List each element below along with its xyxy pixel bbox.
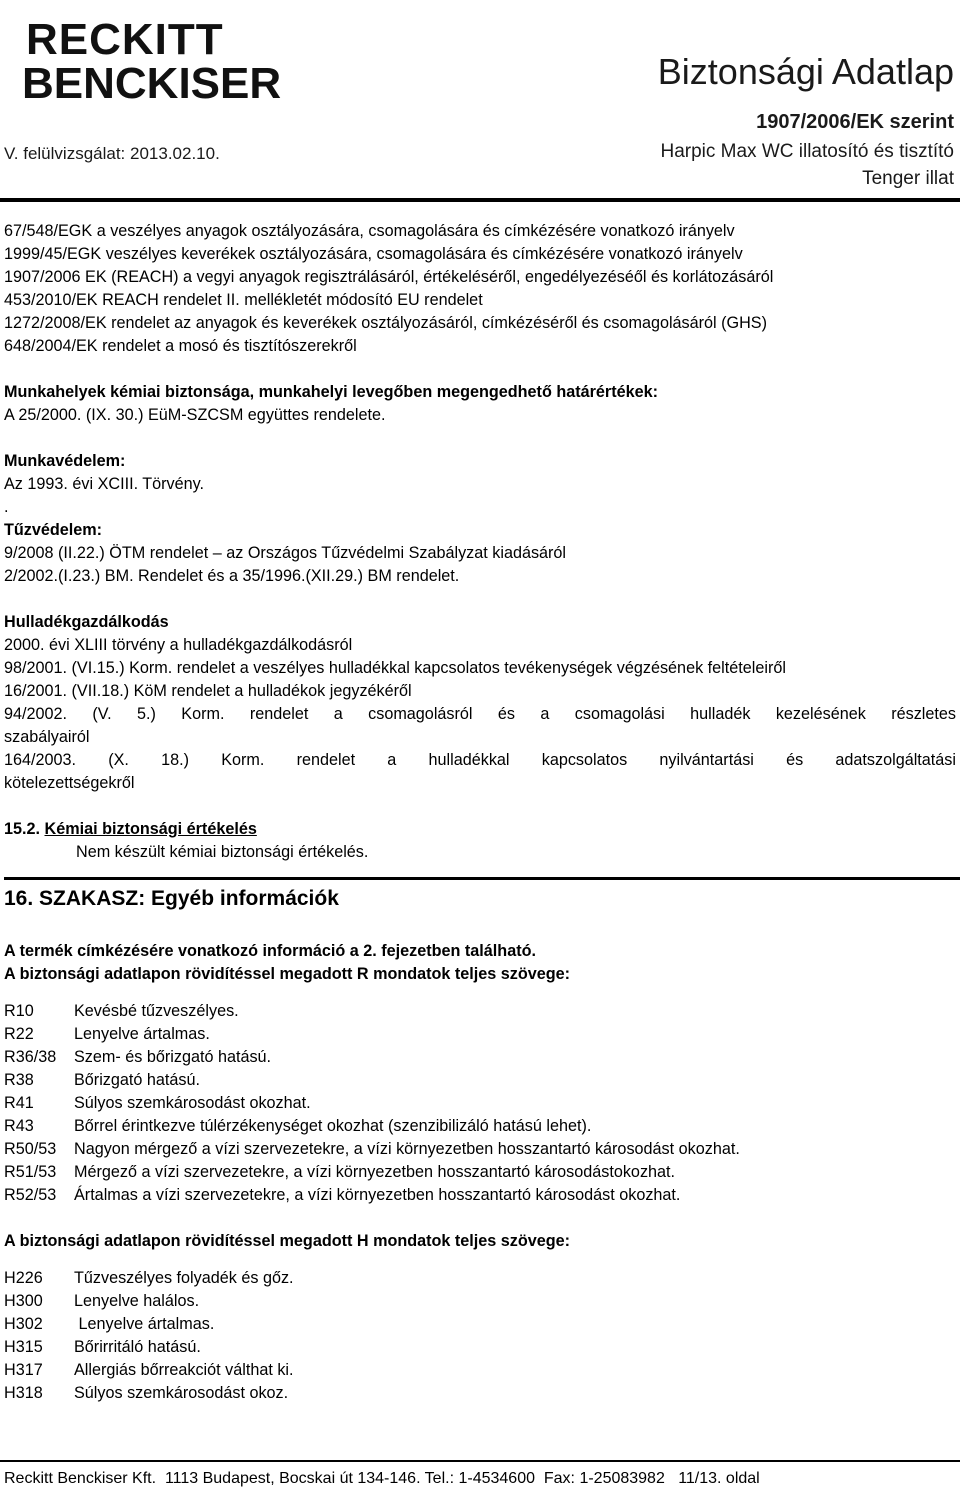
- phrase-code: R43: [4, 1117, 34, 1135]
- r-phrase-row: [4, 1184, 956, 1207]
- phrase-text: Bőrizgató hatású.: [74, 1071, 200, 1089]
- section-16-heading: 16. SZAKASZ: Egyéb információk: [4, 887, 339, 910]
- h-phrases-heading: A biztonsági adatlapon rövidítéssel megadott H mondatok teljes szövege:: [4, 1232, 571, 1250]
- phrase-code: R22: [4, 1025, 34, 1043]
- waste-line: 2000. évi XLIII törvény a hulladékgazdálkodásról: [4, 636, 353, 654]
- r-phrase-row: [4, 1138, 956, 1161]
- page-footer: Reckitt Benckiser Kft. 1113 Budapest, Bocskai út 134-146. Tel.: 1-4534600 Fax: 1-25083982 11/13. oldal: [4, 1470, 760, 1487]
- workplace-heading: Munkahelyek kémiai biztonsága, munkahelyi levegőben megengedhető határértékek:: [4, 383, 659, 401]
- label-info: A termék címkézésére vonatkozó információ a 2. fejezetben található.: [4, 942, 536, 960]
- h-phrase-row: [4, 1313, 956, 1336]
- section-number: 15.2.: [4, 820, 41, 838]
- footer-divider: [0, 1460, 960, 1462]
- phrase-text: Lenyelve ártalmas.: [74, 1025, 210, 1043]
- phrase-text: Súlyos szemkárosodást okoz.: [74, 1384, 289, 1402]
- waste-line: kötelezettségekről: [4, 774, 135, 792]
- protection-text: Az 1993. évi XCIII. Törvény.: [4, 475, 205, 493]
- product-variant: Tenger illat: [862, 168, 954, 189]
- section-16-divider: [4, 877, 960, 880]
- phrase-text: Mérgező a vízi szervezetekre, a vízi környezetben hosszantartó károsodástokozhat.: [74, 1163, 676, 1181]
- waste-line: szabályairól: [4, 728, 90, 746]
- r-phrases-heading: A biztonsági adatlapon rövidítéssel megadott R mondatok teljes szövege:: [4, 965, 571, 983]
- regulation-line: 67/548/EGK a veszélyes anyagok osztályozására, csomagolására és címkézésére vonatkozó irányelv: [4, 222, 735, 240]
- phrase-text: Tűzveszélyes folyadék és gőz.: [74, 1269, 294, 1287]
- phrase-code: H315: [4, 1338, 43, 1356]
- phrase-code: R41: [4, 1094, 34, 1112]
- phrase-text: Lenyelve halálos.: [74, 1292, 200, 1310]
- company-logo: [22, 8, 292, 104]
- phrase-code: R51/53: [4, 1163, 57, 1181]
- regulation-line: 648/2004/EK rendelet a mosó és tisztítószerekről: [4, 337, 357, 355]
- header-divider: [0, 198, 960, 202]
- document-title: Biztonsági Adatlap: [657, 51, 954, 92]
- section-15-2-text: Nem készült kémiai biztonsági értékelés.: [76, 843, 369, 861]
- section-title: Kémiai biztonsági értékelés: [44, 820, 257, 838]
- h-phrase-row: [4, 1336, 956, 1359]
- logo-line-2: BENCKISER: [22, 59, 282, 104]
- phrase-code: R36/38: [4, 1048, 57, 1066]
- h-phrase-row: [4, 1290, 956, 1313]
- phrase-code: H318: [4, 1384, 43, 1402]
- waste-line: 164/2003. (X. 18.) Korm. rendelet a hulladékkal kapcsolatos nyilvántartási és adatszolgáltatási: [4, 751, 956, 769]
- waste-line: 16/2001. (VII.18.) KöM rendelet a hulladékok jegyzékéről: [4, 682, 412, 700]
- stray-dot: .: [4, 498, 9, 516]
- phrase-code: R52/53: [4, 1186, 57, 1204]
- r-phrase-row: [4, 1069, 956, 1092]
- regulations-section: [4, 220, 956, 864]
- regulation-reference: 1907/2006/EK szerint: [756, 111, 954, 133]
- fire-line: 9/2008 (II.22.) ÖTM rendelet – az Országos Tűzvédelmi Szabályzat kiadásáról: [4, 544, 567, 562]
- phrase-code: H226: [4, 1269, 43, 1287]
- workplace-text: A 25/2000. (IX. 30.) EüM-SZCSM együttes rendelete.: [4, 406, 386, 424]
- phrase-text: Nagyon mérgező a vízi szervezetekre, a vízi környezetben hosszantartó károsodást okozhat.: [74, 1140, 740, 1158]
- phrase-text: Súlyos szemkárosodást okozhat.: [74, 1094, 311, 1112]
- phrase-text: Bőrrel érintkezve túlérzékenységet okozhat (szenzibilizáló hatású lehet).: [74, 1117, 592, 1135]
- r-phrase-row: [4, 1023, 956, 1046]
- regulation-line: 453/2010/EK REACH rendelet II. mellékletét módosító EU rendelet: [4, 291, 483, 309]
- h-phrase-row: [4, 1267, 956, 1290]
- h-phrase-row: [4, 1382, 956, 1405]
- r-phrase-row: [4, 1115, 956, 1138]
- regulation-line: 1907/2006 EK (REACH) a vegyi anyagok regisztrálásáról, értékeléséről, engedélyezéséől és korlátozásáról: [4, 268, 774, 286]
- phrase-text: Lenyelve ártalmas.: [74, 1315, 215, 1333]
- fire-heading: Tűzvédelem:: [4, 521, 103, 539]
- r-phrase-row: [4, 1000, 956, 1023]
- revision-date: V. felülvizsgálat: 2013.02.10.: [4, 144, 220, 163]
- waste-heading: Hulladékgazdálkodás: [4, 613, 169, 631]
- product-name: Harpic Max WC illatosító és tisztító: [660, 141, 954, 162]
- logo-line-1: RECKITT: [26, 15, 224, 64]
- phrase-code: R10: [4, 1002, 34, 1020]
- phrase-text: Kevésbé tűzveszélyes.: [74, 1002, 239, 1020]
- regulation-line: 1272/2008/EK rendelet az anyagok és keverékek osztályozásáról, címkézéséről és csomagolásáról (GHS): [4, 314, 767, 332]
- phrase-text: Szem- és bőrizgató hatású.: [74, 1048, 272, 1066]
- h-phrase-row: [4, 1359, 956, 1382]
- protection-heading: Munkavédelem:: [4, 452, 126, 470]
- waste-line: 94/2002. (V. 5.) Korm. rendelet a csomagolásról és a csomagolási hulladék kezelésének részletes: [4, 705, 956, 723]
- r-phrase-row: [4, 1092, 956, 1115]
- section-15-2-heading: [4, 818, 956, 841]
- waste-line: 98/2001. (VI.15.) Korm. rendelet a veszélyes hulladékkal kapcsolatos tevékenységek végzésének feltételeiről: [4, 659, 786, 677]
- section-16-body: [4, 940, 956, 1405]
- regulation-line: 1999/45/EGK veszélyes keverékek osztályozására, csomagolására és címkézésére vonatkozó irányelv: [4, 245, 743, 263]
- phrase-text: Allergiás bőrreakciót válthat ki.: [74, 1361, 294, 1379]
- phrase-code: R50/53: [4, 1140, 57, 1158]
- phrase-code: H317: [4, 1361, 43, 1379]
- r-phrase-row: [4, 1046, 956, 1069]
- phrase-code: H302: [4, 1315, 43, 1333]
- phrase-code: H300: [4, 1292, 43, 1310]
- phrase-code: R38: [4, 1071, 34, 1089]
- phrase-text: Bőrirritáló hatású.: [74, 1338, 201, 1356]
- r-phrase-row: [4, 1161, 956, 1184]
- fire-line: 2/2002.(I.23.) BM. Rendelet és a 35/1996.(XII.29.) BM rendelet.: [4, 567, 460, 585]
- phrase-text: Ártalmas a vízi szervezetekre, a vízi környezetben hosszantartó károsodást okozhat.: [74, 1186, 681, 1204]
